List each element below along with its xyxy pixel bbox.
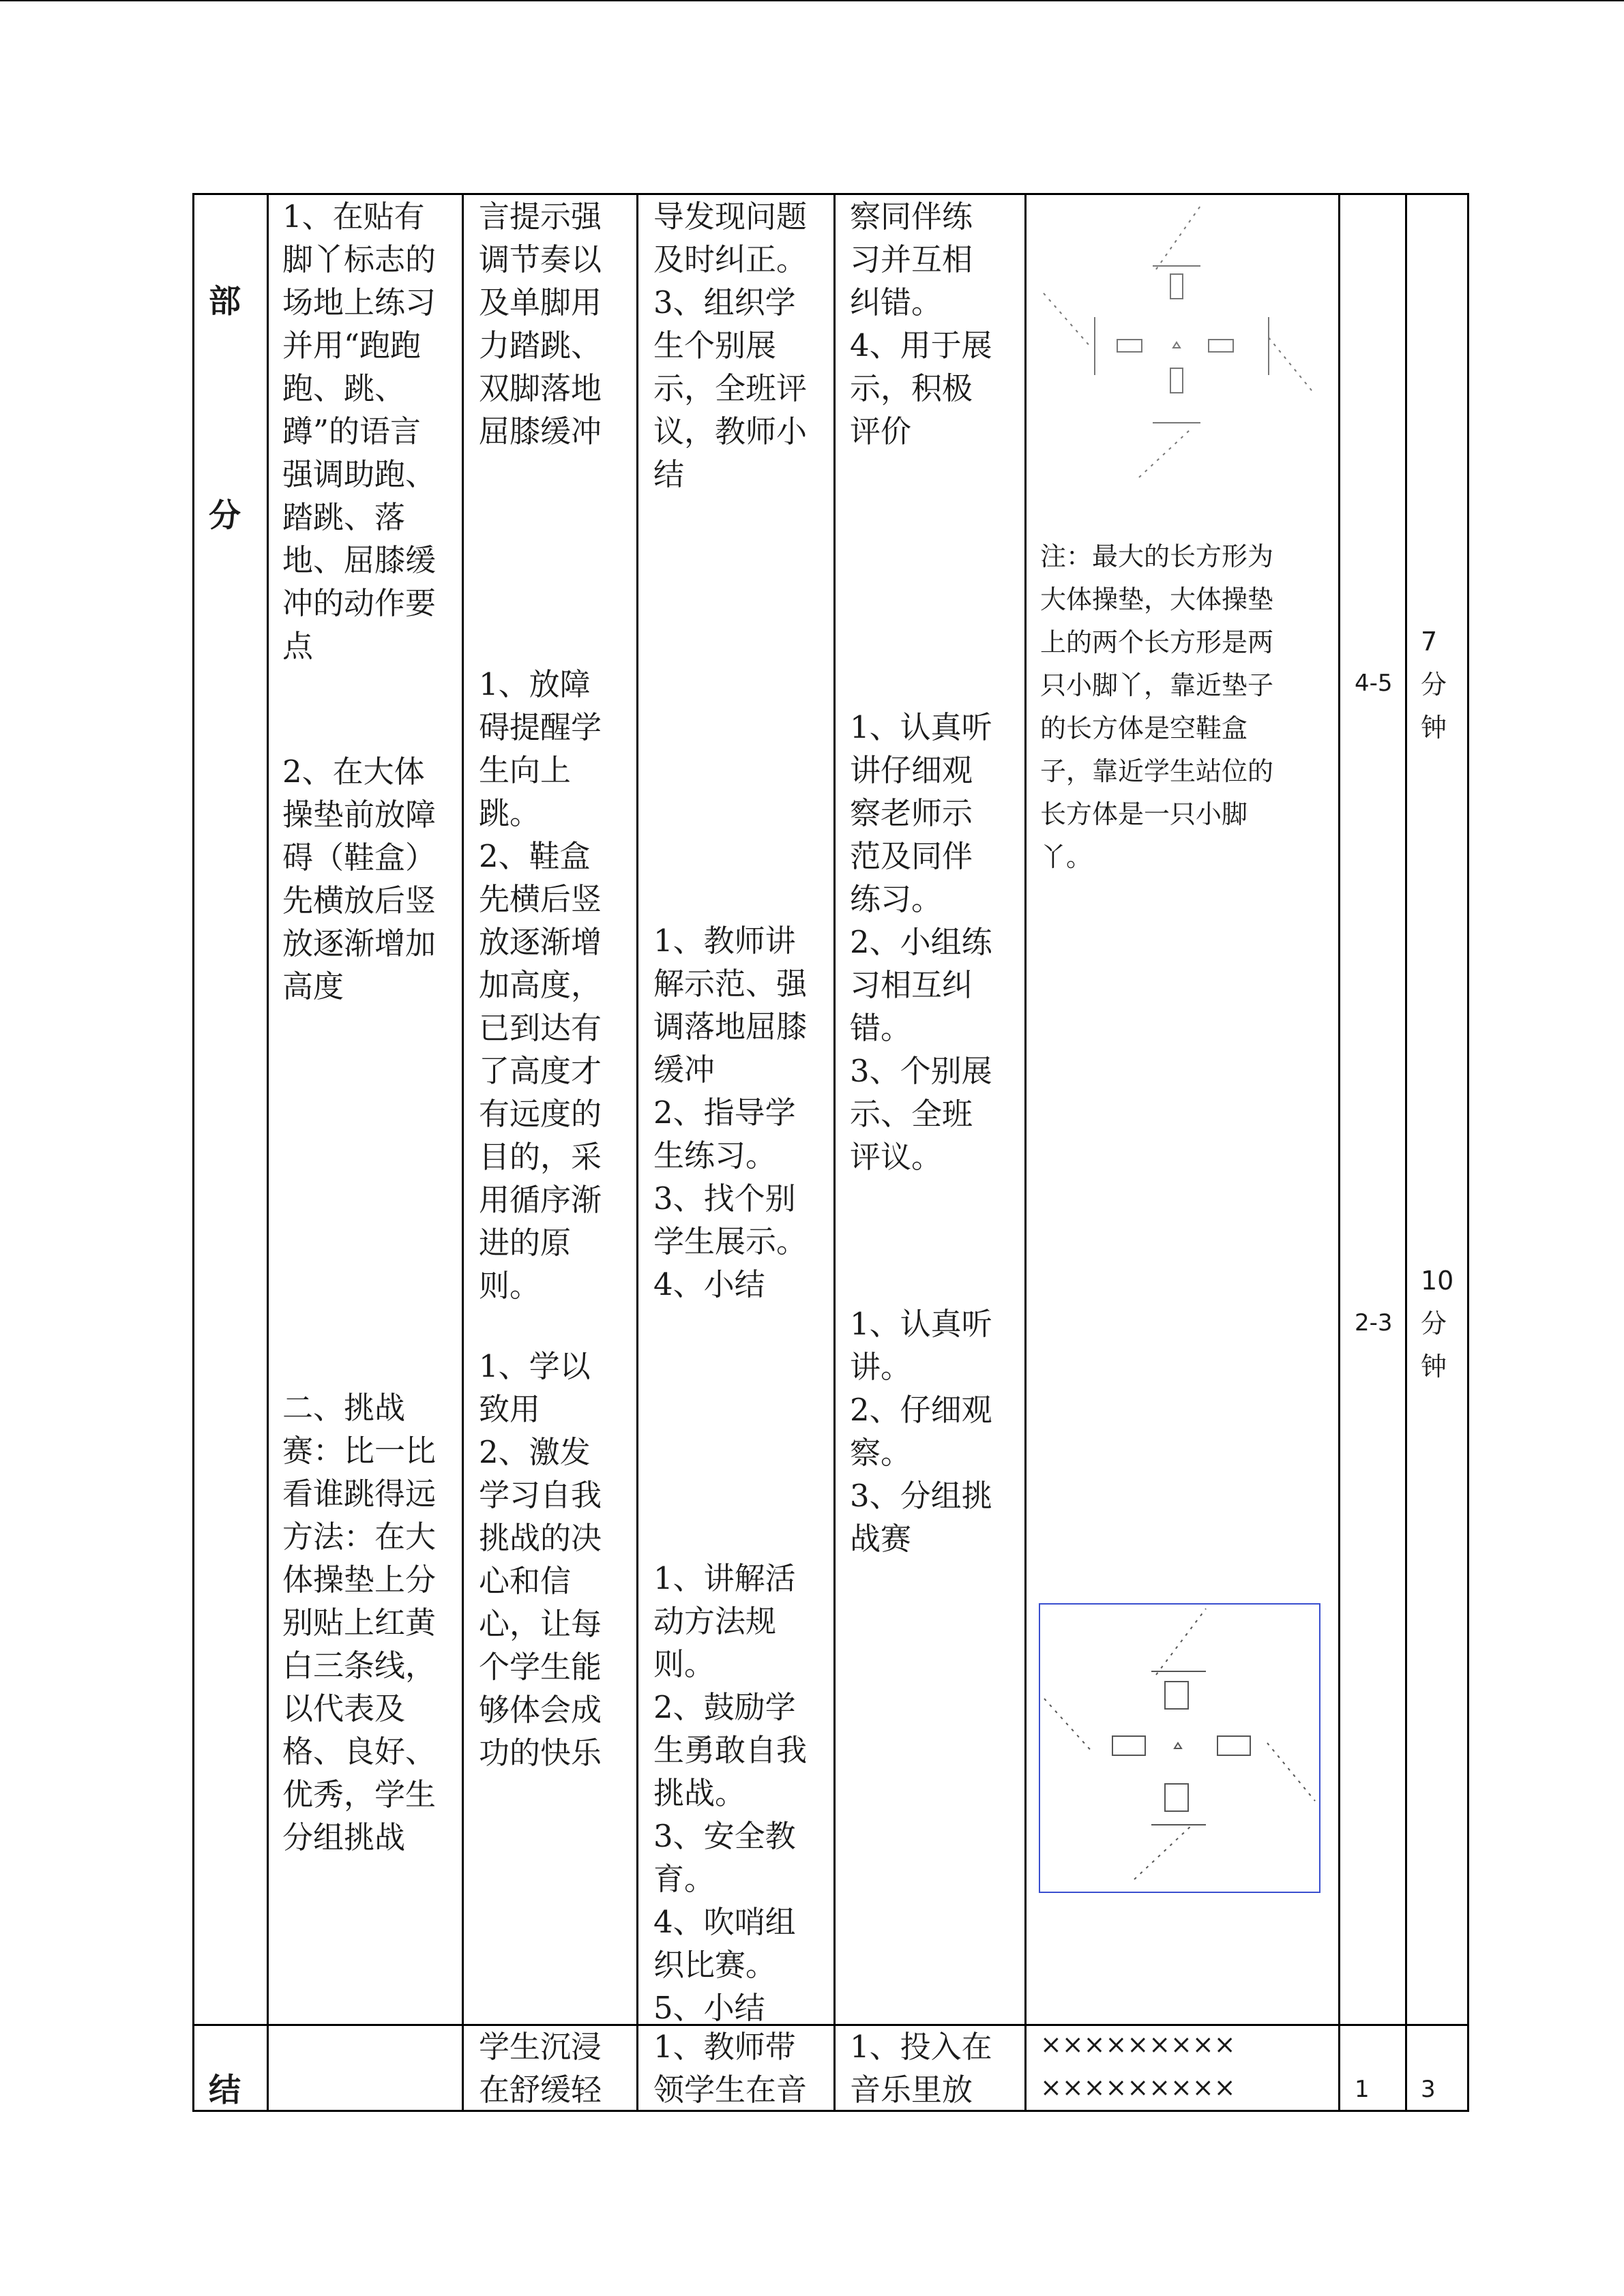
table-border-bottom: [192, 2110, 1469, 2112]
table-border-right: [1467, 193, 1469, 2111]
content-item-1: 1、在贴有 脚丫标志的 场地上练习 并用“跑跑 跑、跳、 蹲”的语言 强调助跑、 踏跳、落 地、屈膝缓 冲的动作要 点: [282, 198, 437, 664]
student-row-right: [1269, 338, 1313, 392]
section-label-end: 结: [209, 2072, 241, 2109]
formation-diagram-1: [1030, 198, 1330, 498]
end-teacher: 1、教师带 领学生在音: [653, 2029, 808, 2108]
col-divider-5: [1024, 193, 1027, 2111]
student-row-top: [1156, 206, 1200, 269]
box-bottom: [1165, 1784, 1188, 1811]
col-divider-7: [1405, 193, 1407, 2111]
col-divider-4: [833, 193, 836, 2111]
end-formation: ××××××××× ×××××××××: [1040, 2029, 1236, 2102]
end-times: 1: [1355, 2076, 1370, 2103]
end-student: 1、投入在 音乐里放: [850, 2029, 992, 2108]
goal-item-1: 言提示强 调节奏以 及单脚用 力踏跳、 双脚落地 屈膝缓冲: [479, 198, 602, 449]
col-divider-2: [462, 193, 464, 2111]
mat-left: [1117, 340, 1142, 352]
diagram-note: 注：最大的长方形为 大体操垫，大体操垫 上的两个长方形是两 只小脚丫，靠近垫子 的长方体是空鞋盒 子，靠近学生站位的 长方体是一只小脚 丫。: [1040, 541, 1274, 872]
mat-top: [1170, 274, 1183, 299]
col-divider-1: [267, 193, 269, 2111]
table-border-left: [192, 193, 194, 2111]
times-2: 2-3: [1355, 1309, 1393, 1337]
student-row-left: [1044, 293, 1091, 348]
teacher-marker: [1173, 342, 1180, 348]
teacher-item-1: 导发现问题 及时纠正。 3、组织学 生个别展 示，全班评 议，教师小 结: [653, 198, 808, 492]
col-divider-3: [636, 193, 638, 2111]
box-top: [1165, 1682, 1188, 1709]
student-item-2: 1、认真听 讲仔细观 察老师示 范及同伴 练习。 2、小组练 习相互纠 错。 3、个别展 示、全班 评议。: [850, 709, 992, 1175]
content-item-3: 二、挑战 赛：比一比 看谁跳得远 方法：在大 体操垫上分 别贴上红黄 白三条线， 以代表及 格、良好、 优秀，学生 分组挑战: [282, 1390, 437, 1855]
times-1: 4-5: [1355, 670, 1393, 697]
goal-item-2: 1、放障 碍提醒学 生向上 跳。 2、鞋盒 先横后竖 放逐渐增 加高度， 已到达有 了高度才 有远度的 目的，采 用循序渐 进的原 则。: [479, 666, 602, 1304]
content-item-2: 2、在大体 操垫前放障 碍（鞋盒） 先横放后竖 放逐渐增加 高度: [282, 754, 437, 1004]
mat-right: [1209, 340, 1233, 352]
duration-2: 10 分 钟: [1421, 1266, 1454, 1382]
section-label-char-2: 分: [209, 497, 241, 535]
box-right: [1217, 1736, 1250, 1755]
box-left: [1112, 1736, 1145, 1755]
goal-item-3: 1、学以 致用 2、激发 学习自我 挑战的决 心和信 心，让每 个学生能 够体会成 功的快乐: [479, 1348, 602, 1771]
teacher-item-2: 1、教师讲 解示范、强 调落地屈膝 缓冲 2、指导学 生练习。 3、找个别 学生展示。 4、小结: [653, 923, 808, 1302]
section-label-char-1: 部: [209, 283, 241, 320]
student-row-bottom: [1139, 430, 1190, 477]
student-item-1: 察同伴练 习并互相 纠错。 4、用于展 示，积极 评价: [850, 198, 992, 449]
end-duration: 3: [1421, 2076, 1436, 2103]
end-goal: 学生沉浸 在舒缓轻: [479, 2029, 602, 2108]
duration-1: 7 分 钟: [1421, 627, 1447, 743]
mat-bottom: [1170, 368, 1183, 393]
formation-diagram-2: [1039, 1603, 1320, 1893]
teacher-item-3: 1、讲解活 动方法规 则。 2、鼓励学 生勇敢自我 挑战。 3、安全教 育。 4、吹哨组 织比赛。 5、小结: [653, 1560, 808, 2026]
student-item-3: 1、认真听 讲。 2、仔细观 察。 3、分组挑 战赛: [850, 1306, 992, 1557]
page-top-border: [0, 0, 1624, 1]
col-divider-6: [1338, 193, 1340, 2111]
row-divider: [192, 2024, 1469, 2026]
